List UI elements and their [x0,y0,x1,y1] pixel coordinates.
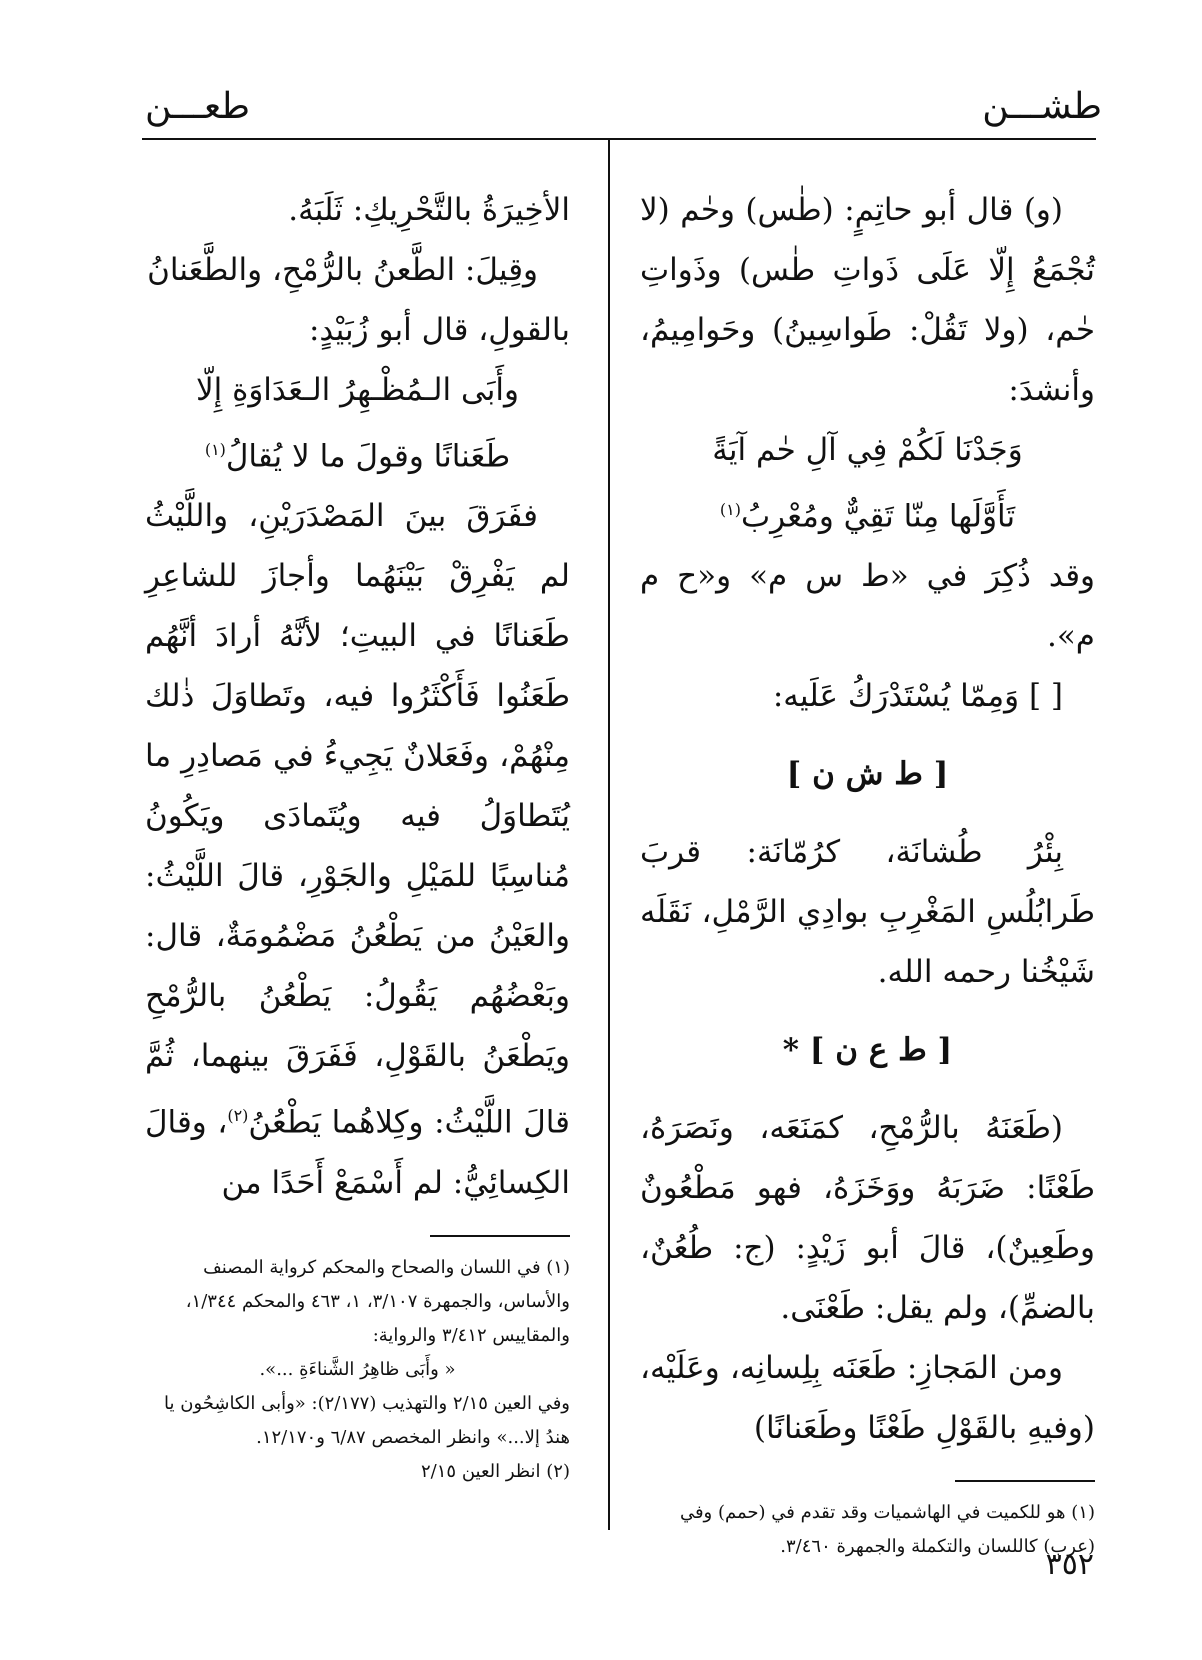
paragraph: [ ] وَمِمّا يُسْتَدْرَكُ عَلَيه: [772,678,1063,715]
footnote: (١) في اللسان والصحاح والمحكم كرواية المصنف والأساس، والجمهرة ٣/١٠٧، ١، ٤٦٣ والمحكم ١/٣٤٤، والمقاييس ٣/٤١٢ والرواية: [185,1256,570,1346]
entry-heading-tshn: [ ط ش ن ] [786,756,949,793]
page-number: ٣٥٢ [1045,1547,1094,1582]
footnote: وفي العين ٢/١٥ والتهذيب (٢/١٧٧): «وأبى الكاشِحُون يا هندُ إلا...» وانظر المخصص ٦/٨٧ و١٢/١٧٠. [164,1392,570,1448]
column-divider [608,140,610,1530]
right-footnotes [640,1496,1095,1564]
verse-line-1: وأَبَى الـمُظْـهِرُ الـعَدَاوَةِ إِلّا [195,372,520,408]
left-column [145,180,570,1489]
paragraph: وقد ذُكِرَ في «ط س م» و«ح م م». [640,558,1095,655]
footnote-rule [955,1480,1095,1482]
paragraph: (و) قال أبو حاتِمٍ: (طٰس) وحٰم (لا تُجْمَعُ إِلّا عَلَى ذَواتِ طٰس) وذَواتِ حٰم، (ولا تَقُلْ: طَواسِينُ) وحَوامِيمُ، وأنشدَ: [640,192,1095,408]
paragraph: (طَعَنَهُ بالرُّمْحِ، كمَنَعَه، ونَصَرَهُ، طَعْنًا: ضَرَبَهُ ووَخَزَهُ، فهو مَطْعُونٌ وطَعِينٌ)، قالَ أبو زَيْدٍ: (ج: طُعُنٌ، بالضمِّ)، ولم يقل: طَعْنَى. [640,1110,1095,1327]
paragraph: ومن المَجازِ: طَعَنَه بِلِسانِه، وعَلَيْه، (وفيهِ بالقَوْلِ طَعْنًا وطَعَنانًا) [640,1350,1095,1447]
footnote: (٢) انظر العين ٢/١٥ [421,1460,570,1482]
verse-line-2: تَأَوَّلَها مِنّا تَقِيٌّ ومُعْرِبُ$^{(١)}$ [719,498,1016,535]
left-column-body [145,180,570,1213]
verse-line-2: طَعَنانًا وقولَ ما لا يُقالُ$^{(١)}$ [204,438,511,475]
footnote-marker: (١) [204,440,226,459]
footnote-rule [430,1235,570,1237]
entry-heading-tan: [ ط ع ن ] * [782,1032,953,1069]
footnote-marker: (١) [719,500,741,519]
verse-line-1: وَجَدْنَا لَكُمْ فِي آلِ حٰم آيَةً [712,432,1023,468]
running-header-right: طشـــن [982,86,1102,127]
footnote: « وأَبَى ظاهِرُ الشَّناءَةِ ...». [259,1358,456,1380]
paragraph: ففَرَقَ بينَ المَصْدَرَيْنِ، واللَّيْثُ لم يَفْرِقْ بَيْنَهُما وأجازَ للشاعِرِ طَعَنانًا في البيتِ؛ لأنَّهُ أرادَ أنَّهُم طَعَنُوا فَأَكْثَرُوا فيه، وتَطاوَلَ ذٰلك مِنْهُمْ، وفَعَلانٌ يَجِيءُ في مَصادِرِ ما يُتَطاوَلُ فيه ويُتَمادَى ويَكُونُ مُناسِبًا للمَيْلِ والجَوْرِ، قالَ اللَّيْثُ: والعَيْنُ من يَطْعُنُ مَضْمُومَةٌ، قال: وبَعْضُهُم يَقُولُ: يَطْعُنُ بالرُّمْحِ ويَطْعَنُ بالقَوْلِ، فَفَرَقَ بينهما، ثُمَّ قالَ اللَّيْثُ: وكِلاهُما يَطْعُنُ$^{(٢)}$، وقالَ الكِسائِيُّ: لم أَسْمَعْ أَحَدًا من [145,498,570,1201]
right-column-body [640,180,1095,1458]
header-rule [142,138,1096,140]
running-header-left: طعـــن [145,86,251,127]
footnote-marker: (٢) [227,1106,249,1126]
paragraph: بِئْرُ طُشانَة، كرُمّانَة: قربَ طَرابُلُسِ المَغْرِبِ بوادِي الرَّمْلِ، نَقَلَه شَيْخُنا رحمه الله. [640,834,1095,991]
paragraph: بالقولِ، قال أبو زُبَيْدٍ: [308,312,570,348]
left-footnotes [145,1251,570,1489]
paragraph: الأخِيرَةُ بالتَّحْرِيكِ: ثَلَبَهُ. [288,192,570,228]
right-column [640,180,1095,1564]
footnote: (١) هو للكميت في الهاشميات وقد تقدم في (حمم) وفي (عرب) كاللسان والتكملة والجمهرة ٣/٤٦٠. [679,1502,1095,1558]
paragraph: وقِيلَ: الطَّعنُ بالرُّمْحِ، والطَّعَنانُ [147,252,538,288]
